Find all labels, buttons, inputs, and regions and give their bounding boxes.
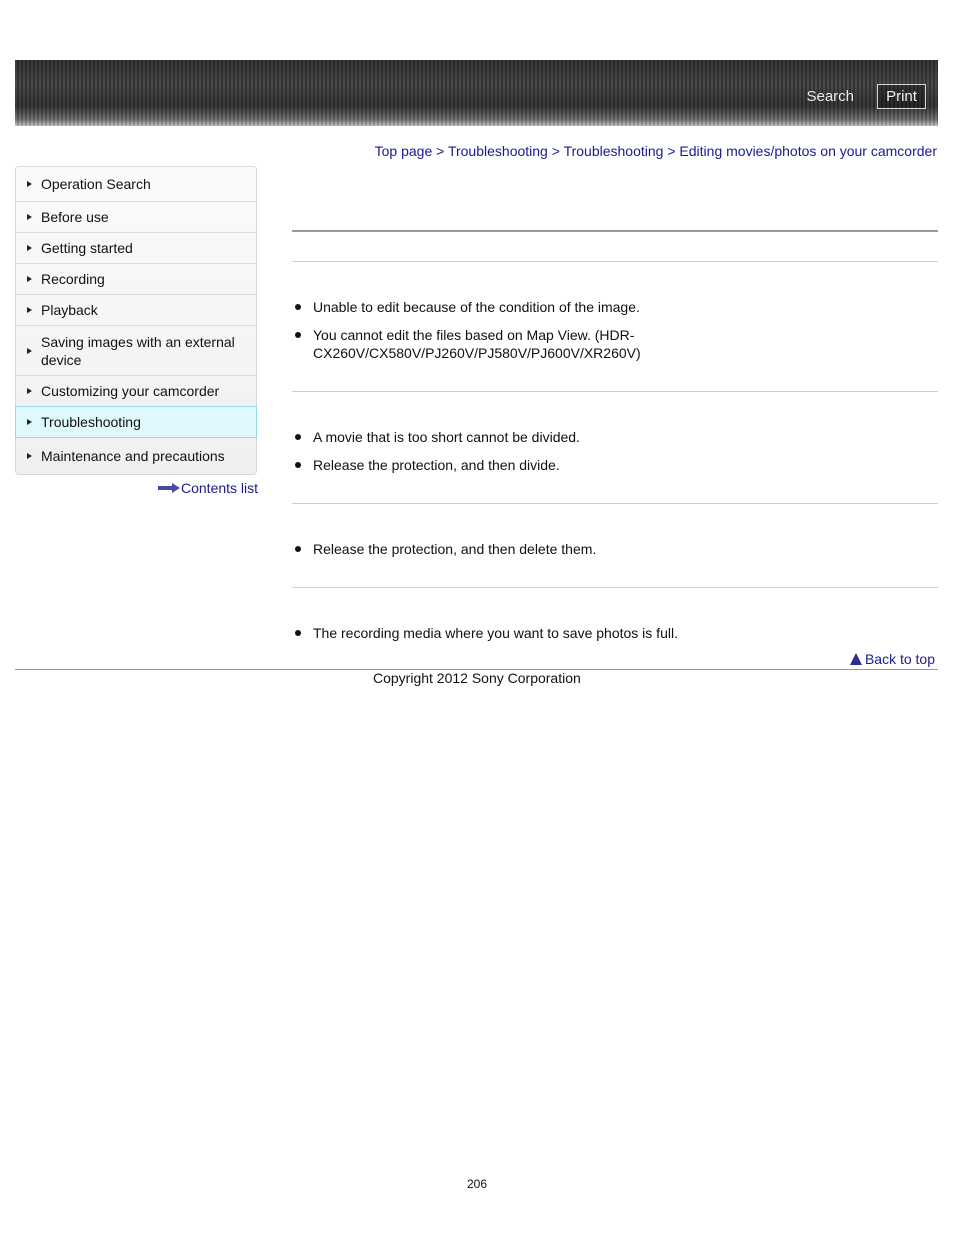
page-number: 206 — [466, 1177, 488, 1191]
bullet-icon — [295, 332, 301, 338]
breadcrumb-troubleshooting-1[interactable]: Troubleshooting — [447, 143, 548, 159]
breadcrumb-troubleshooting-2[interactable]: Troubleshooting — [563, 143, 664, 159]
sidebar-item-getting-started[interactable] — [16, 233, 256, 264]
sidebar-item-label: Before use — [41, 209, 109, 225]
section-divider — [292, 261, 938, 262]
arrow-right-icon — [27, 348, 32, 354]
sidebar-nav — [15, 166, 257, 475]
arrow-right-icon — [27, 453, 32, 459]
arrow-right-icon — [27, 388, 32, 394]
list-item-text: A movie that is too short cannot be divided. — [313, 429, 580, 445]
sidebar-item-operation-search[interactable] — [16, 167, 256, 202]
list-item — [313, 298, 833, 316]
sidebar-item-saving-images[interactable] — [16, 326, 256, 376]
list-item-text: You cannot edit the files based on Map View. (HDR-CX260V/CX580V/PJ260V/PJ580V/PJ600V/XR260V) — [313, 327, 641, 361]
sidebar-item-label: Customizing your camcorder — [41, 383, 220, 399]
header-bar — [15, 60, 938, 126]
sidebar-item-label: Playback — [41, 302, 98, 318]
sidebar-item-label: Saving images with an external device — [41, 333, 235, 368]
search-link[interactable]: Search — [806, 88, 854, 105]
arrow-right-icon — [158, 483, 180, 493]
breadcrumb — [375, 143, 937, 159]
sidebar-item-label: Maintenance and precautions — [41, 448, 225, 464]
list-item — [313, 624, 833, 642]
bullet-icon — [295, 434, 301, 440]
sidebar-item-label: Getting started — [41, 240, 133, 256]
arrow-right-icon — [27, 214, 32, 220]
list-item-text: Release the protection, and then divide. — [313, 457, 560, 473]
back-to-top-link[interactable] — [850, 651, 935, 667]
contents-list-link[interactable] — [158, 480, 258, 496]
contents-list-label: Contents list — [181, 480, 259, 496]
list-item-text: Unable to edit because of the condition of the image. — [313, 299, 640, 315]
bullet-icon — [295, 462, 301, 468]
sidebar-item-label: Operation Search — [41, 176, 151, 192]
list-item-text: The recording media where you want to save photos is full. — [313, 625, 678, 641]
back-to-top-label: Back to top — [864, 651, 935, 667]
bullet-icon — [295, 304, 301, 310]
sidebar-item-troubleshooting[interactable] — [15, 406, 257, 438]
copyright-text: Copyright 2012 Sony Corporation — [373, 670, 581, 686]
sidebar-item-label: Troubleshooting — [41, 414, 141, 430]
sidebar-item-label: Recording — [41, 271, 105, 287]
sidebar-item-customizing[interactable] — [16, 376, 256, 407]
arrow-right-icon — [27, 419, 32, 425]
breadcrumb-separator: > — [667, 143, 676, 159]
list-item — [313, 428, 833, 446]
sidebar-item-maintenance[interactable] — [16, 438, 256, 474]
sidebar-item-recording[interactable] — [16, 264, 256, 295]
bullet-icon — [295, 546, 301, 552]
print-button[interactable]: Print — [877, 84, 926, 109]
section-divider — [292, 503, 938, 504]
list-item — [313, 540, 833, 558]
sidebar-item-before-use[interactable] — [16, 202, 256, 233]
breadcrumb-separator: > — [436, 143, 445, 159]
arrow-right-icon — [27, 307, 32, 313]
sidebar-item-playback[interactable] — [16, 295, 256, 326]
arrow-right-icon — [27, 245, 32, 251]
list-item — [313, 456, 833, 474]
arrow-right-icon — [27, 276, 32, 282]
bullet-icon — [295, 630, 301, 636]
section-divider — [292, 391, 938, 392]
arrow-right-icon — [27, 181, 32, 187]
title-divider — [292, 230, 938, 232]
list-item — [313, 326, 643, 362]
breadcrumb-current[interactable]: Editing movies/photos on your camcorder — [679, 143, 937, 159]
breadcrumb-top-page[interactable]: Top page — [374, 143, 433, 159]
list-item-text: Release the protection, and then delete them. — [313, 541, 597, 557]
breadcrumb-separator: > — [551, 143, 560, 159]
triangle-up-icon — [850, 653, 862, 665]
section-divider — [292, 587, 938, 588]
